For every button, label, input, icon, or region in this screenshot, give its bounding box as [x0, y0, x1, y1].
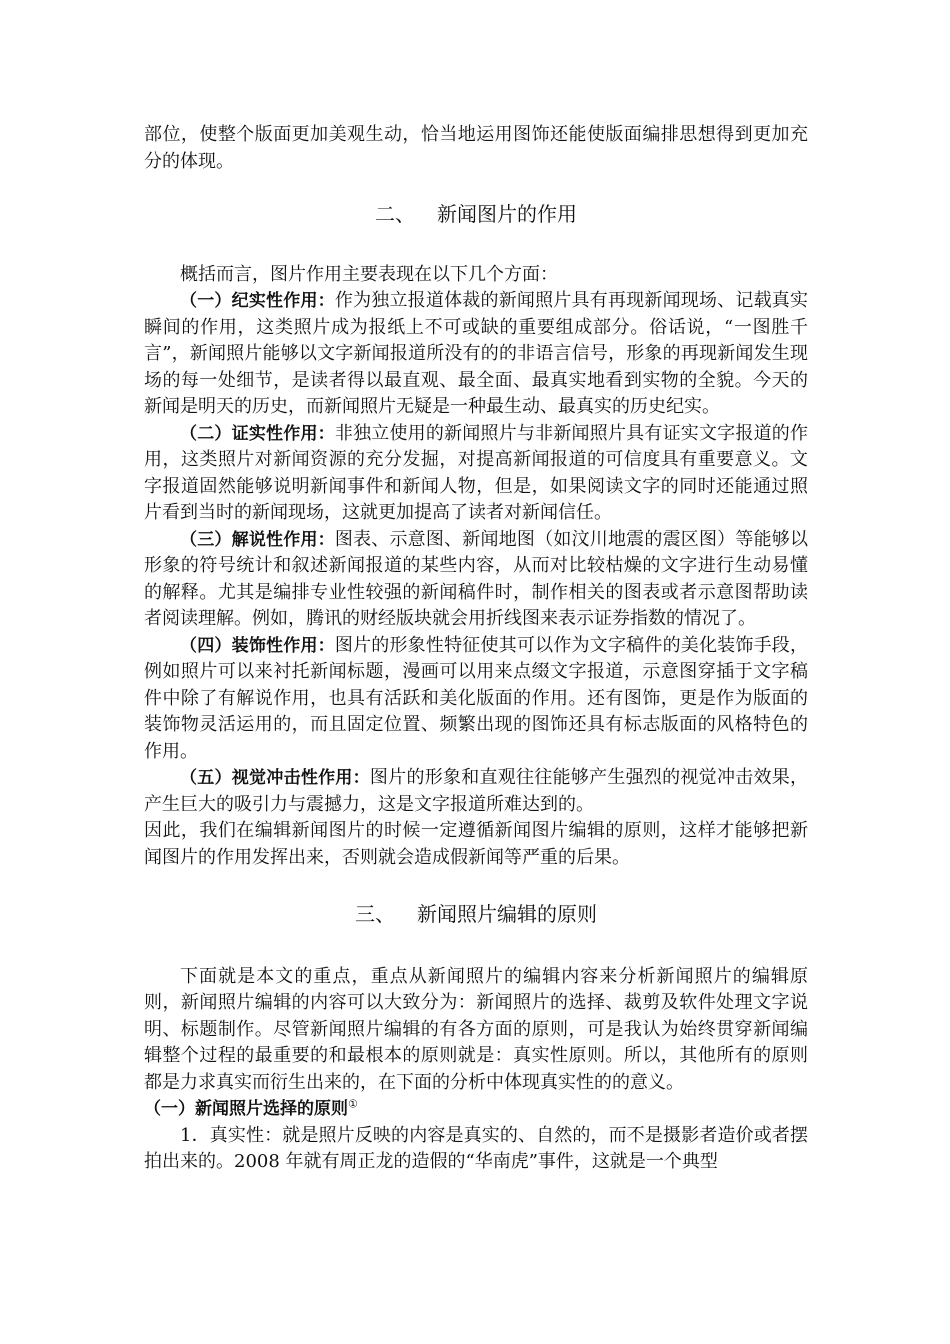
- function-item-4-text: 图片的形象性特征使其可以作为文字稿件的美化装饰手段，例如照片可以来衬托新闻标题，漫画可以用来点缀文字报道，示意图穿插于文字稿件中除了有解说作用，也具有活跃和美化版面的作用。还有图饰，更是作为版面的装饰物灵活运用的，而且固定位置、频繁出现的图饰还具有标志版面的风格特色的作用。: [144, 634, 809, 762]
- document-page: [144, 122, 808, 1176]
- subsection-heading: [144, 1096, 808, 1123]
- subsection-title: （一）新闻照片选择的原则: [144, 1099, 348, 1119]
- function-item-2: [144, 421, 808, 527]
- section-3-number: 三、: [355, 902, 395, 926]
- section-2-conclusion: 因此，我们在编辑新闻图片的时候一定遵循新闻图片编辑的原则，这样才能够把新闻图片的作用发挥出来，否则就会造成假新闻等严重的后果。: [144, 820, 808, 868]
- function-item-4: [144, 633, 808, 766]
- function-item-1-text: 作为独立报道体裁的新闻照片具有再现新闻现场、记载真实瞬间的作用，这类照片成为报纸上不可或缺的重要组成部分。俗话说，“一图胜千言”，新闻照片能够以文字新闻报道所没有的的非语言信号，形象的再现新闻发生现场的每一处细节，是读者得以最直观、最全面、最真实地看到实物的全貌。今天的新闻是明天的历史，而新闻照片无疑是一种最生动、最真实的历史纪实。: [144, 290, 809, 417]
- footnote-mark[interactable]: ①: [348, 1097, 358, 1111]
- principle-point-1: 1．真实性：就是照片反映的内容是真实的、自然的，而不是摄影者造价或者摆拍出来的。2008 年就有周正龙的造假的“华南虎”事件，这就是一个典型: [144, 1124, 808, 1172]
- function-item-2-lead: （二）证实性作用：: [180, 423, 335, 444]
- function-item-3-lead: （三）解说性作用：: [180, 529, 335, 550]
- section-3-heading: [144, 901, 808, 928]
- section-2-intro: 概括而言，图片作用主要表现在以下几个方面：: [180, 263, 558, 285]
- section-2-number: 二、: [375, 202, 415, 226]
- function-item-3: [144, 527, 808, 633]
- function-item-3-text: 图表、示意图、新闻地图（如汶川地震的震区图）等能够以形象的符号统计和叙述新闻报道的某些内容，从而对比较枯燥的文字进行生动易懂的解释。尤其是编排专业性较强的新闻稿件时，制作相关的图表或者示意图帮助读者阅读理解。例如，腾讯的财经版块就会用折线图来表示证券指数的情况了。: [144, 528, 809, 629]
- function-item-5-text: 图片的形象和直观往往能够产生强烈的视觉冲击效果，产生巨大的吸引力与震撼力，这是文字报道所难达到的。: [144, 767, 809, 815]
- function-item-5-lead: （五）视觉冲击性作用：: [180, 768, 370, 788]
- function-item-5: [144, 765, 808, 818]
- section-3-intro: 下面就是本文的重点，重点从新闻照片的编辑内容来分析新闻照片的编辑原则，新闻照片编辑的内容可以大致分为：新闻照片的选择、裁剪及软件处理文字说明、标题制作。尽管新闻照片编辑的有各方面的原则，可是我认为始终贯穿新闻编辑整个过程的最重要的和最根本的原则就是：真实性原则。所以，其他所有的原则都是力求真实而衍生出来的，在下面的分析中体现真实性的的意义。: [144, 965, 808, 1093]
- section-3-title: 新闻照片编辑的原则: [417, 902, 597, 926]
- section-2-title: 新闻图片的作用: [437, 202, 577, 226]
- function-item-1-lead: （一）纪实性作用：: [180, 291, 335, 311]
- function-item-1: [144, 288, 808, 421]
- intro-paragraph: 部位，使整个版面更加美观生动，恰当地运用图饰还能使版面编排思想得到更加充分的体现。: [144, 124, 808, 172]
- function-item-4-lead: （四）装饰性作用：: [180, 635, 335, 656]
- function-item-2-text: 非独立使用的新闻照片与非新闻照片具有证实文字报道的作用，这类照片对新闻资源的充分发掘，对提高新闻报道的可信度具有重要意义。文字报道固然能够说明新闻事件和新闻人物，但是，如果阅读文字的同时还能通过照片看到当时的新闻现场，这就更加提高了读者对新闻信任。: [144, 422, 809, 523]
- section-2-heading: [144, 201, 808, 228]
